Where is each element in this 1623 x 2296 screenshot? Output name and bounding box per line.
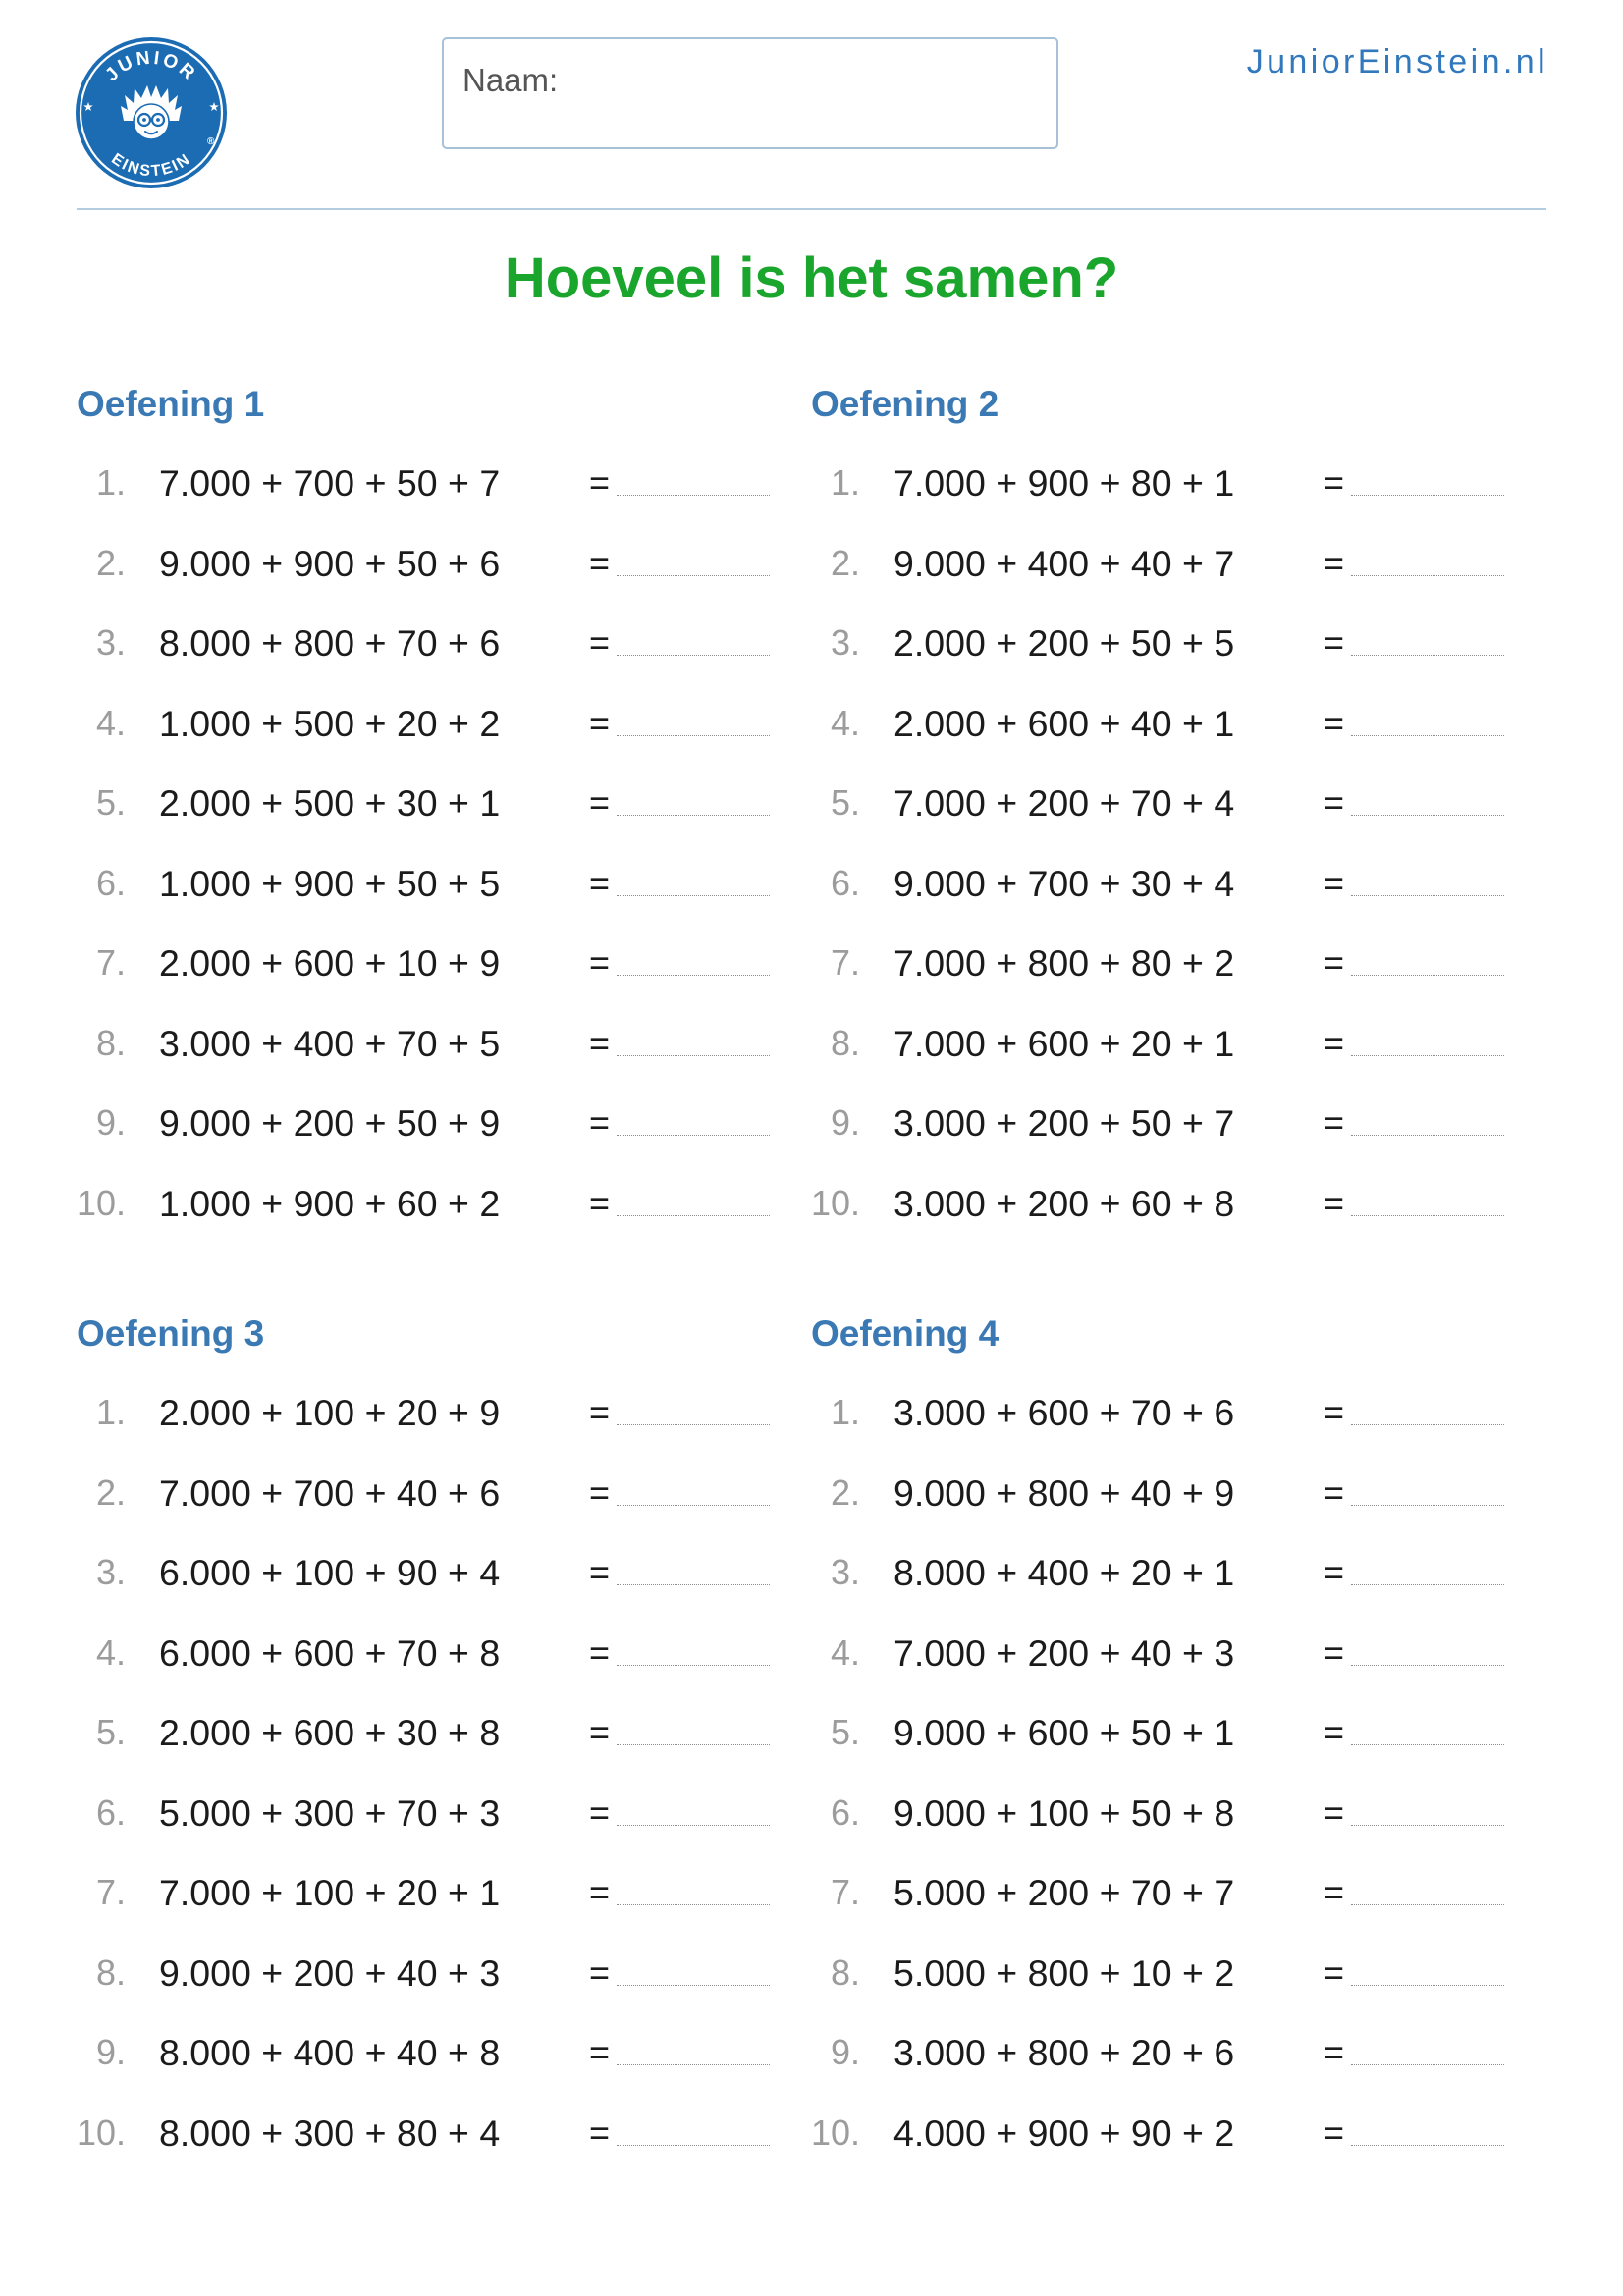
equals-sign: = <box>1324 1102 1345 1143</box>
problem-number: 4. <box>95 1631 126 1673</box>
problem-number: 7. <box>830 1872 860 1912</box>
equals-sign: = <box>589 942 611 983</box>
answer-line[interactable] <box>1351 495 1504 496</box>
logo-top-text: JUNIOR <box>101 47 201 86</box>
equals-sign: = <box>1324 1471 1345 1513</box>
worksheet-title: Hoeveel is het samen? <box>504 246 1119 310</box>
problem-expression: 9.000 + 100 + 50 + 8 <box>893 1791 1235 1834</box>
problem-expression: 8.000 + 300 + 80 + 4 <box>159 2111 501 2154</box>
problem-row <box>811 1708 1518 1757</box>
problem-number: 10. <box>811 1182 861 1223</box>
equals-sign: = <box>1324 782 1345 823</box>
problem-row <box>77 618 784 667</box>
problem-expression: 2.000 + 200 + 50 + 5 <box>893 622 1235 664</box>
problem-expression: 3.000 + 800 + 20 + 6 <box>893 2032 1235 2073</box>
answer-line[interactable] <box>1351 1424 1504 1425</box>
equals-sign: = <box>1324 1182 1345 1223</box>
problem-expression: 3.000 + 600 + 70 + 6 <box>893 1392 1235 1433</box>
equals-sign: = <box>589 622 611 663</box>
problem-number: 9. <box>95 1102 126 1143</box>
problem-row <box>77 1708 784 1757</box>
problem-expression: 1.000 + 500 + 20 + 2 <box>159 702 501 744</box>
problem-number: 2. <box>830 542 860 583</box>
answer-line[interactable] <box>617 975 770 976</box>
problem-row <box>77 2109 784 2158</box>
answer-line[interactable] <box>617 735 770 736</box>
answer-line[interactable] <box>617 575 770 576</box>
exercise-2 <box>811 380 1518 1263</box>
problem-number: 6. <box>830 1791 860 1833</box>
problem-number: 2. <box>830 1471 860 1513</box>
answer-line[interactable] <box>617 1985 770 1986</box>
problem-row <box>77 1098 784 1148</box>
problem-row <box>811 458 1518 507</box>
problem-expression: 2.000 + 100 + 20 + 9 <box>159 1392 501 1433</box>
answer-line[interactable] <box>617 1584 770 1585</box>
problem-row <box>811 1179 1518 1228</box>
equals-sign: = <box>1324 1022 1345 1063</box>
answer-line[interactable] <box>617 1135 770 1136</box>
problem-expression: 7.000 + 900 + 80 + 1 <box>893 462 1235 504</box>
problem-number: 1. <box>830 462 860 503</box>
problem-row <box>77 1868 784 1917</box>
answer-line[interactable] <box>617 2064 770 2065</box>
name-label: Naam: <box>462 62 559 98</box>
problem-row <box>811 859 1518 908</box>
answer-line[interactable] <box>1351 1215 1504 1216</box>
equals-sign: = <box>589 1471 611 1513</box>
exercise-3 <box>77 1309 784 2193</box>
exercise-1 <box>77 380 784 1263</box>
equals-sign: = <box>589 862 611 903</box>
registered-mark: ® <box>207 136 215 147</box>
site-link: JuniorEinstein.nl <box>1246 43 1548 80</box>
answer-line[interactable] <box>617 1744 770 1745</box>
answer-line[interactable] <box>617 1424 770 1425</box>
answer-line[interactable] <box>617 1215 770 1216</box>
equals-sign: = <box>1324 542 1345 583</box>
problem-number: 5. <box>830 1712 860 1752</box>
problem-row <box>77 458 784 507</box>
problem-row <box>811 699 1518 748</box>
problem-expression: 7.000 + 200 + 40 + 3 <box>893 1631 1235 1674</box>
problem-expression: 2.000 + 500 + 30 + 1 <box>159 782 501 824</box>
name-field[interactable] <box>442 37 1058 149</box>
problem-number: 3. <box>95 1552 126 1592</box>
problem-row <box>77 1019 784 1068</box>
problem-expression: 5.000 + 300 + 70 + 3 <box>159 1791 501 1834</box>
problem-number: 5. <box>95 782 126 823</box>
problem-expression: 8.000 + 800 + 70 + 6 <box>159 622 501 664</box>
equals-sign: = <box>1324 942 1345 983</box>
problem-row <box>811 2028 1518 2077</box>
answer-line[interactable] <box>1351 895 1504 896</box>
problem-number: 4. <box>830 702 860 743</box>
problem-number: 3. <box>830 1552 860 1592</box>
equals-sign: = <box>1324 462 1345 503</box>
equals-sign: = <box>589 2111 611 2153</box>
problem-number: 3. <box>95 622 126 663</box>
problem-row <box>77 1548 784 1597</box>
problem-row <box>811 1949 1518 1998</box>
problem-number: 2. <box>95 1471 126 1513</box>
header-divider <box>77 208 1546 210</box>
exercise-heading: Oefening 3 <box>77 1313 265 1354</box>
equals-sign: = <box>1324 1392 1345 1432</box>
problem-expression: 6.000 + 600 + 70 + 8 <box>159 1631 501 1674</box>
equals-sign: = <box>589 1631 611 1673</box>
equals-sign: = <box>589 1712 611 1752</box>
answer-line[interactable] <box>617 1505 770 1506</box>
problem-number: 2. <box>95 542 126 583</box>
eye-left <box>142 118 146 122</box>
problem-expression: 2.000 + 600 + 40 + 1 <box>893 702 1235 744</box>
equals-sign: = <box>589 1182 611 1223</box>
problem-row <box>77 1789 784 1838</box>
answer-line[interactable] <box>617 495 770 496</box>
equals-sign: = <box>1324 862 1345 903</box>
problem-number: 9. <box>830 2032 860 2072</box>
problem-number: 6. <box>830 862 860 903</box>
equals-sign: = <box>589 1022 611 1063</box>
eye-right <box>156 118 160 122</box>
answer-line[interactable] <box>1351 2064 1504 2065</box>
problem-row <box>77 1949 784 1998</box>
answer-line[interactable] <box>617 815 770 816</box>
exercise-heading: Oefening 1 <box>77 384 265 424</box>
answer-line[interactable] <box>1351 975 1504 976</box>
problem-expression: 1.000 + 900 + 50 + 5 <box>159 862 501 904</box>
problem-row <box>77 2028 784 2077</box>
problem-expression: 7.000 + 600 + 20 + 1 <box>893 1022 1235 1064</box>
equals-sign: = <box>1324 622 1345 663</box>
equals-sign: = <box>589 1791 611 1833</box>
problem-row <box>77 1468 784 1518</box>
equals-sign: = <box>1324 1791 1345 1833</box>
answer-line[interactable] <box>1351 815 1504 816</box>
problem-number: 7. <box>95 942 126 983</box>
problem-number: 6. <box>95 1791 126 1833</box>
problem-expression: 9.000 + 200 + 40 + 3 <box>159 1951 501 1994</box>
problem-expression: 9.000 + 200 + 50 + 9 <box>159 1102 501 1144</box>
problem-expression: 1.000 + 900 + 60 + 2 <box>159 1182 501 1224</box>
equals-sign: = <box>589 1872 611 1912</box>
answer-line[interactable] <box>1351 1505 1504 1506</box>
problem-expression: 7.000 + 200 + 70 + 4 <box>893 782 1235 824</box>
problem-row <box>811 1789 1518 1838</box>
problem-number: 1. <box>830 1392 860 1432</box>
problem-number: 7. <box>830 942 860 983</box>
equals-sign: = <box>589 1392 611 1432</box>
logo-bottom-text: EINSTEIN <box>108 150 194 181</box>
problem-expression: 9.000 + 800 + 40 + 9 <box>893 1471 1235 1514</box>
problem-number: 7. <box>95 1872 126 1912</box>
equals-sign: = <box>1324 1552 1345 1592</box>
problem-row <box>77 938 784 988</box>
equals-sign: = <box>1324 2111 1345 2153</box>
problem-row <box>811 1468 1518 1518</box>
problem-expression: 9.000 + 700 + 30 + 4 <box>893 862 1235 904</box>
answer-line[interactable] <box>617 1055 770 1056</box>
problem-number: 1. <box>95 1392 126 1432</box>
problem-expression: 8.000 + 400 + 20 + 1 <box>893 1552 1235 1593</box>
junior-einstein-logo <box>73 34 230 191</box>
problem-expression: 4.000 + 900 + 90 + 2 <box>893 2111 1235 2154</box>
problem-number: 8. <box>95 1022 126 1063</box>
problem-expression: 3.000 + 200 + 50 + 7 <box>893 1102 1235 1144</box>
equals-sign: = <box>589 2032 611 2072</box>
problem-number: 9. <box>95 2032 126 2072</box>
answer-line[interactable] <box>617 1825 770 1826</box>
problem-expression: 9.000 + 600 + 50 + 1 <box>893 1712 1235 1753</box>
answer-line[interactable] <box>1351 1665 1504 1666</box>
equals-sign: = <box>589 542 611 583</box>
problem-number: 5. <box>830 782 860 823</box>
answer-line[interactable] <box>617 655 770 656</box>
problem-expression: 7.000 + 700 + 40 + 6 <box>159 1471 501 1514</box>
problem-expression: 2.000 + 600 + 30 + 8 <box>159 1712 501 1753</box>
equals-sign: = <box>1324 1631 1345 1673</box>
answer-line[interactable] <box>617 895 770 896</box>
problem-expression: 7.000 + 700 + 50 + 7 <box>159 462 501 504</box>
problem-expression: 3.000 + 200 + 60 + 8 <box>893 1182 1235 1224</box>
problem-expression: 3.000 + 400 + 70 + 5 <box>159 1022 501 1064</box>
problem-row <box>811 618 1518 667</box>
answer-line[interactable] <box>1351 575 1504 576</box>
equals-sign: = <box>1324 1712 1345 1752</box>
problem-row <box>811 2109 1518 2158</box>
answer-line[interactable] <box>1351 1904 1504 1905</box>
equals-sign: = <box>1324 1951 1345 1993</box>
problem-number: 10. <box>77 1182 127 1223</box>
equals-sign: = <box>589 1951 611 1993</box>
problem-expression: 9.000 + 900 + 50 + 6 <box>159 542 501 584</box>
problem-number: 8. <box>95 1951 126 1993</box>
problem-number: 8. <box>830 1022 860 1063</box>
problem-row <box>811 1868 1518 1917</box>
problem-row <box>77 859 784 908</box>
problem-expression: 5.000 + 200 + 70 + 7 <box>893 1872 1235 1913</box>
problem-expression: 7.000 + 100 + 20 + 1 <box>159 1872 501 1913</box>
equals-sign: = <box>1324 2032 1345 2072</box>
answer-line[interactable] <box>1351 1055 1504 1056</box>
problem-expression: 9.000 + 400 + 40 + 7 <box>893 542 1235 584</box>
answer-line[interactable] <box>1351 1744 1504 1745</box>
answer-line[interactable] <box>617 1665 770 1666</box>
exercise-heading: Oefening 2 <box>811 384 1000 424</box>
problem-number: 10. <box>811 2111 861 2153</box>
problem-number: 4. <box>830 1631 860 1673</box>
equals-sign: = <box>589 1552 611 1592</box>
problem-expression: 2.000 + 600 + 10 + 9 <box>159 942 501 984</box>
exercise-4 <box>811 1309 1518 2193</box>
answer-line[interactable] <box>1351 1135 1504 1136</box>
equals-sign: = <box>589 782 611 823</box>
problem-row <box>77 539 784 588</box>
answer-line[interactable] <box>1351 655 1504 656</box>
problem-number: 6. <box>95 862 126 903</box>
equals-sign: = <box>589 1102 611 1143</box>
problem-row <box>77 1629 784 1678</box>
problem-row <box>811 1629 1518 1678</box>
problem-row <box>811 1548 1518 1597</box>
problem-number: 4. <box>95 702 126 743</box>
answer-line[interactable] <box>1351 1825 1504 1826</box>
problem-row <box>77 699 784 748</box>
answer-line[interactable] <box>1351 735 1504 736</box>
answer-line[interactable] <box>1351 2145 1504 2146</box>
problem-row <box>77 1388 784 1437</box>
problem-expression: 5.000 + 800 + 10 + 2 <box>893 1951 1235 1994</box>
problem-number: 3. <box>830 622 860 663</box>
equals-sign: = <box>1324 1872 1345 1912</box>
answer-line[interactable] <box>617 2145 770 2146</box>
problem-expression: 7.000 + 800 + 80 + 2 <box>893 942 1235 984</box>
problem-row <box>811 1019 1518 1068</box>
problem-number: 1. <box>95 462 126 503</box>
problem-row <box>77 1179 784 1228</box>
equals-sign: = <box>589 702 611 743</box>
problem-row <box>77 778 784 828</box>
problem-number: 10. <box>77 2111 127 2153</box>
problem-number: 9. <box>830 1102 860 1143</box>
exercise-heading: Oefening 4 <box>811 1313 1000 1354</box>
problem-row <box>811 1098 1518 1148</box>
problem-row <box>811 539 1518 588</box>
problem-row <box>811 778 1518 828</box>
answer-line[interactable] <box>1351 1985 1504 1986</box>
problem-row <box>811 1388 1518 1437</box>
answer-line[interactable] <box>1351 1584 1504 1585</box>
problem-expression: 6.000 + 100 + 90 + 4 <box>159 1552 501 1593</box>
answer-line[interactable] <box>617 1904 770 1905</box>
problem-expression: 8.000 + 400 + 40 + 8 <box>159 2032 501 2073</box>
problem-row <box>811 938 1518 988</box>
problem-number: 8. <box>830 1951 860 1993</box>
equals-sign: = <box>589 462 611 503</box>
problem-number: 5. <box>95 1712 126 1752</box>
equals-sign: = <box>1324 702 1345 743</box>
